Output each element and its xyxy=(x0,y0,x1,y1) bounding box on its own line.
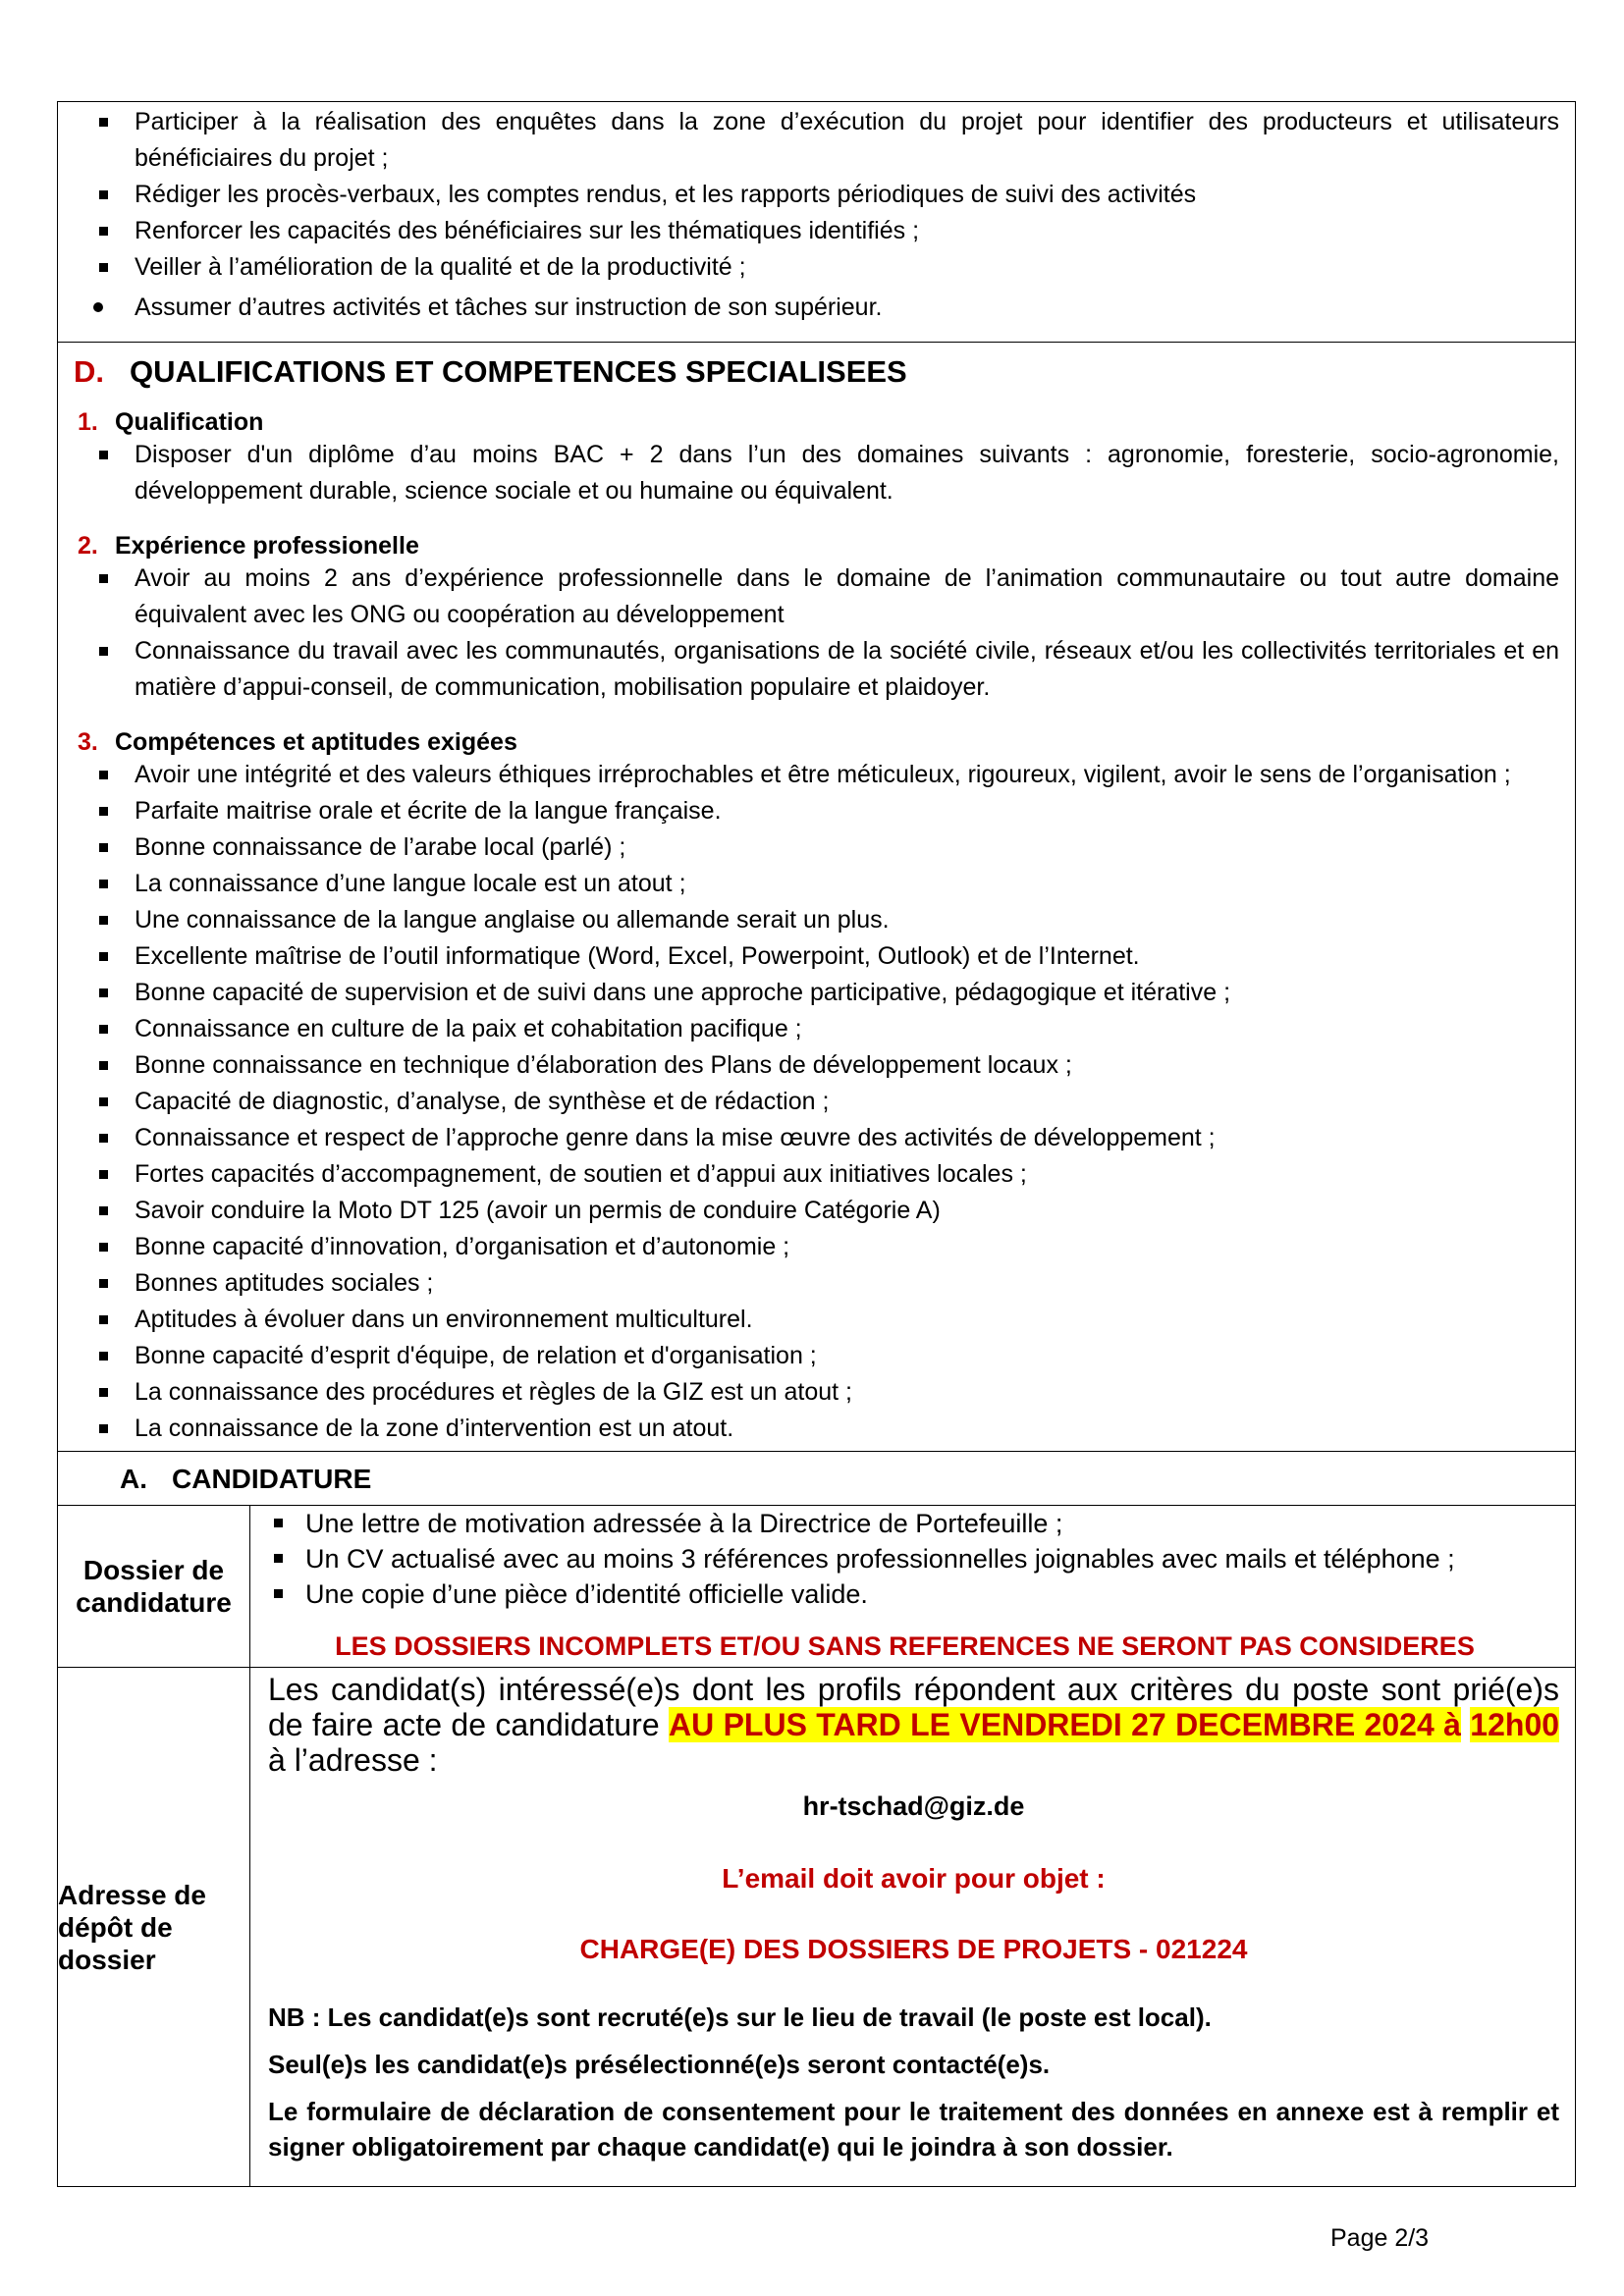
deadline-time-highlight: 12h00 xyxy=(1470,1707,1560,1742)
list-item: Savoir conduire la Moto DT 125 (avoir un permis de conduire Catégorie A) xyxy=(58,1193,1559,1229)
list-item: Aptitudes à évoluer dans un environnement multiculturel. xyxy=(58,1302,1559,1338)
list-item: Une copie d’une pièce d’identité officielle valide. xyxy=(250,1576,1559,1612)
section-letter: A. xyxy=(120,1464,147,1494)
list-item: Veiller à l’amélioration de la qualité et de la productivité ; xyxy=(58,249,1559,286)
square-bullet-icon xyxy=(99,916,108,925)
subsection-number: 1. xyxy=(78,408,98,436)
square-bullet-icon xyxy=(99,1279,108,1288)
square-bullet-icon xyxy=(99,1025,108,1034)
list-item: Avoir au moins 2 ans d’expérience professionnelle dans le domaine de l’animation communautaire ou tout autre domaine équivalent avec les ONG ou coopération au développement xyxy=(58,561,1559,633)
square-bullet-icon xyxy=(99,807,108,816)
list-item: Rédiger les procès-verbaux, les comptes rendus, et les rapports périodiques de suivi des activités xyxy=(58,177,1559,213)
list-item: Connaissance et respect de l’approche genre dans la mise œuvre des activités de développement ; xyxy=(58,1120,1559,1156)
application-instructions: Les candidat(s) intéressé(e)s dont les profils répondent aux critères du poste sont prié(e)s de faire acte de candidature AU PLUS TARD LE VENDREDI 27 DECEMBRE 2024 à 12h00 à l’adresse : xyxy=(268,1672,1560,1778)
list-item: Capacité de diagnostic, d’analyse, de synthèse et de rédaction ; xyxy=(58,1084,1559,1120)
round-bullet-icon xyxy=(93,302,103,312)
subsection-number: 2. xyxy=(78,532,98,560)
square-bullet-icon xyxy=(274,1589,283,1598)
section-heading xyxy=(74,350,1559,394)
square-bullet-icon xyxy=(99,1134,108,1143)
square-bullet-icon xyxy=(99,263,108,272)
candidature-heading xyxy=(120,1456,1575,1503)
list-item: Connaissance du travail avec les communautés, organisations de la société civile, réseaux et/ou les collectivités territoriales et en matière d’appui-conseil, de communication, mobilisation populaire et plaidoyer. xyxy=(58,633,1559,706)
list-item: Bonne capacité de supervision et de suivi dans une approche participative, pédagogique et itérative ; xyxy=(58,975,1559,1011)
list-item: Parfaite maitrise orale et écrite de la langue française. xyxy=(58,793,1559,829)
task-list xyxy=(58,104,1559,326)
list-item: Connaissance en culture de la paix et cohabitation pacifique ; xyxy=(58,1011,1559,1047)
section-title: CANDIDATURE xyxy=(172,1464,372,1494)
square-bullet-icon xyxy=(99,574,108,583)
subsection-heading-competences xyxy=(78,727,1559,757)
square-bullet-icon xyxy=(99,451,108,459)
section-c-tail xyxy=(58,102,1575,343)
row-label: Dossier de candidature xyxy=(76,1555,232,1618)
subsection-title: Qualification xyxy=(115,408,264,436)
square-bullet-icon xyxy=(99,1206,108,1215)
subsection-number: 3. xyxy=(78,728,98,756)
list-item: Excellente maîtrise de l’outil informatique (Word, Excel, Powerpoint, Outlook) et de l’Internet. xyxy=(58,938,1559,975)
square-bullet-icon xyxy=(99,988,108,997)
list-item: Un CV actualisé avec au moins 3 références professionnelles joignables avec mails et téléphone ; xyxy=(250,1541,1559,1576)
row-content-cell xyxy=(250,1506,1575,1667)
square-bullet-icon xyxy=(99,1388,108,1397)
square-bullet-icon xyxy=(274,1554,283,1563)
square-bullet-icon xyxy=(99,1424,108,1433)
adresse-row xyxy=(58,1668,1575,2187)
application-email[interactable]: hr-tschad@giz.de xyxy=(802,1791,1025,1821)
list-item: Disposer d'un diplôme d’au moins BAC + 2 dans l’un des domaines suivants : agronomie, foresterie, socio-agronomie, développement durable, science sociale et ou humaine ou équivalent. xyxy=(58,437,1559,509)
square-bullet-icon xyxy=(99,1170,108,1179)
square-bullet-icon xyxy=(99,1352,108,1361)
square-bullet-icon xyxy=(99,1243,108,1252)
square-bullet-icon xyxy=(99,227,108,236)
subsection-heading-qualification xyxy=(78,407,1559,437)
square-bullet-icon xyxy=(99,771,108,779)
document-body xyxy=(57,101,1576,2187)
experience-list xyxy=(58,561,1559,706)
square-bullet-icon xyxy=(99,843,108,852)
list-item: La connaissance d’une langue locale est un atout ; xyxy=(58,866,1559,902)
list-item: La connaissance des procédures et règles de la GIZ est un atout ; xyxy=(58,1374,1559,1411)
square-bullet-icon xyxy=(99,118,108,127)
dossier-list xyxy=(250,1506,1559,1612)
list-item: Bonne capacité d’esprit d'équipe, de relation et d'organisation ; xyxy=(58,1338,1559,1374)
document-frame xyxy=(57,101,1576,2187)
list-item: Fortes capacités d’accompagnement, de soutien et d’appui aux initiatives locales ; xyxy=(58,1156,1559,1193)
square-bullet-icon xyxy=(99,1097,108,1106)
list-item: Une connaissance de la langue anglaise ou allemande serait un plus. xyxy=(58,902,1559,938)
dossier-row xyxy=(58,1506,1575,1668)
shortlist-note: Seul(e)s les candidat(e)s présélectionné(e)s seront contacté(e)s. xyxy=(268,2050,1051,2079)
subsection-title: Expérience professionelle xyxy=(115,532,419,560)
list-item: Avoir une intégrité et des valeurs éthiques irréprochables et être méticuleux, rigoureux, vigilent, avoir le sens de l’organisation ; xyxy=(58,757,1559,793)
list-item: Renforcer les capacités des bénéficiaires sur les thématiques identifiés ; xyxy=(58,213,1559,249)
qualification-list xyxy=(58,437,1559,509)
row-label-cell xyxy=(58,1668,250,2186)
square-bullet-icon xyxy=(99,1315,108,1324)
list-item: Bonne capacité d’innovation, d’organisation et d’autonomie ; xyxy=(58,1229,1559,1265)
square-bullet-icon xyxy=(99,952,108,961)
competences-list xyxy=(58,757,1559,1447)
nb-note: NB : Les candidat(e)s sont recruté(e)s sur le lieu de travail (le poste est local). xyxy=(268,2002,1212,2032)
row-label-cell xyxy=(58,1506,250,1667)
row-content-cell xyxy=(250,1668,1575,2186)
email-subject: CHARGE(E) DES DOSSIERS DE PROJETS - 021224 xyxy=(579,1934,1248,1964)
section-title: QUALIFICATIONS ET COMPETENCES SPECIALISEES xyxy=(130,354,907,389)
section-letter: D. xyxy=(74,354,104,389)
section-d xyxy=(58,343,1575,1452)
deadline-highlight: AU PLUS TARD LE VENDREDI 27 DECEMBRE 2024 à xyxy=(668,1707,1461,1742)
square-bullet-icon xyxy=(99,647,108,656)
list-item: Bonne connaissance en technique d’élaboration des Plans de développement locaux ; xyxy=(58,1047,1559,1084)
square-bullet-icon xyxy=(274,1519,283,1527)
list-item: Bonne connaissance de l’arabe local (parlé) ; xyxy=(58,829,1559,866)
list-item: Bonnes aptitudes sociales ; xyxy=(58,1265,1559,1302)
list-item: Assumer d’autres activités et tâches sur instruction de son supérieur. xyxy=(58,290,1559,326)
subsection-heading-experience xyxy=(78,531,1559,561)
square-bullet-icon xyxy=(99,1061,108,1070)
candidature-heading-row xyxy=(58,1452,1575,1506)
consent-note: Le formulaire de déclaration de consentement pour le traitement des données en annexe est à remplir et signer obligatoirement par chaque candidat(e) qui le joindra à son dossier. xyxy=(268,2097,1559,2162)
page-number: Page 2/3 xyxy=(1330,2224,1430,2252)
subject-label: L’email doit avoir pour objet : xyxy=(722,1863,1106,1894)
square-bullet-icon xyxy=(99,880,108,888)
square-bullet-icon xyxy=(99,190,108,199)
subsection-title: Compétences et aptitudes exigées xyxy=(115,728,517,756)
list-item: Participer à la réalisation des enquêtes dans la zone d’exécution du projet pour identifier des producteurs et utilisateurs bénéficiaires du projet ; xyxy=(58,104,1559,177)
list-item: Une lettre de motivation adressée à la Directrice de Portefeuille ; xyxy=(250,1506,1559,1541)
list-item: La connaissance de la zone d’intervention est un atout. xyxy=(58,1411,1559,1447)
incomplete-warning: LES DOSSIERS INCOMPLETS ET/OU SANS REFERENCES NE SERONT PAS CONSIDERES xyxy=(335,1631,1475,1661)
row-label: Adresse de dépôt de dossier xyxy=(58,1879,206,1975)
